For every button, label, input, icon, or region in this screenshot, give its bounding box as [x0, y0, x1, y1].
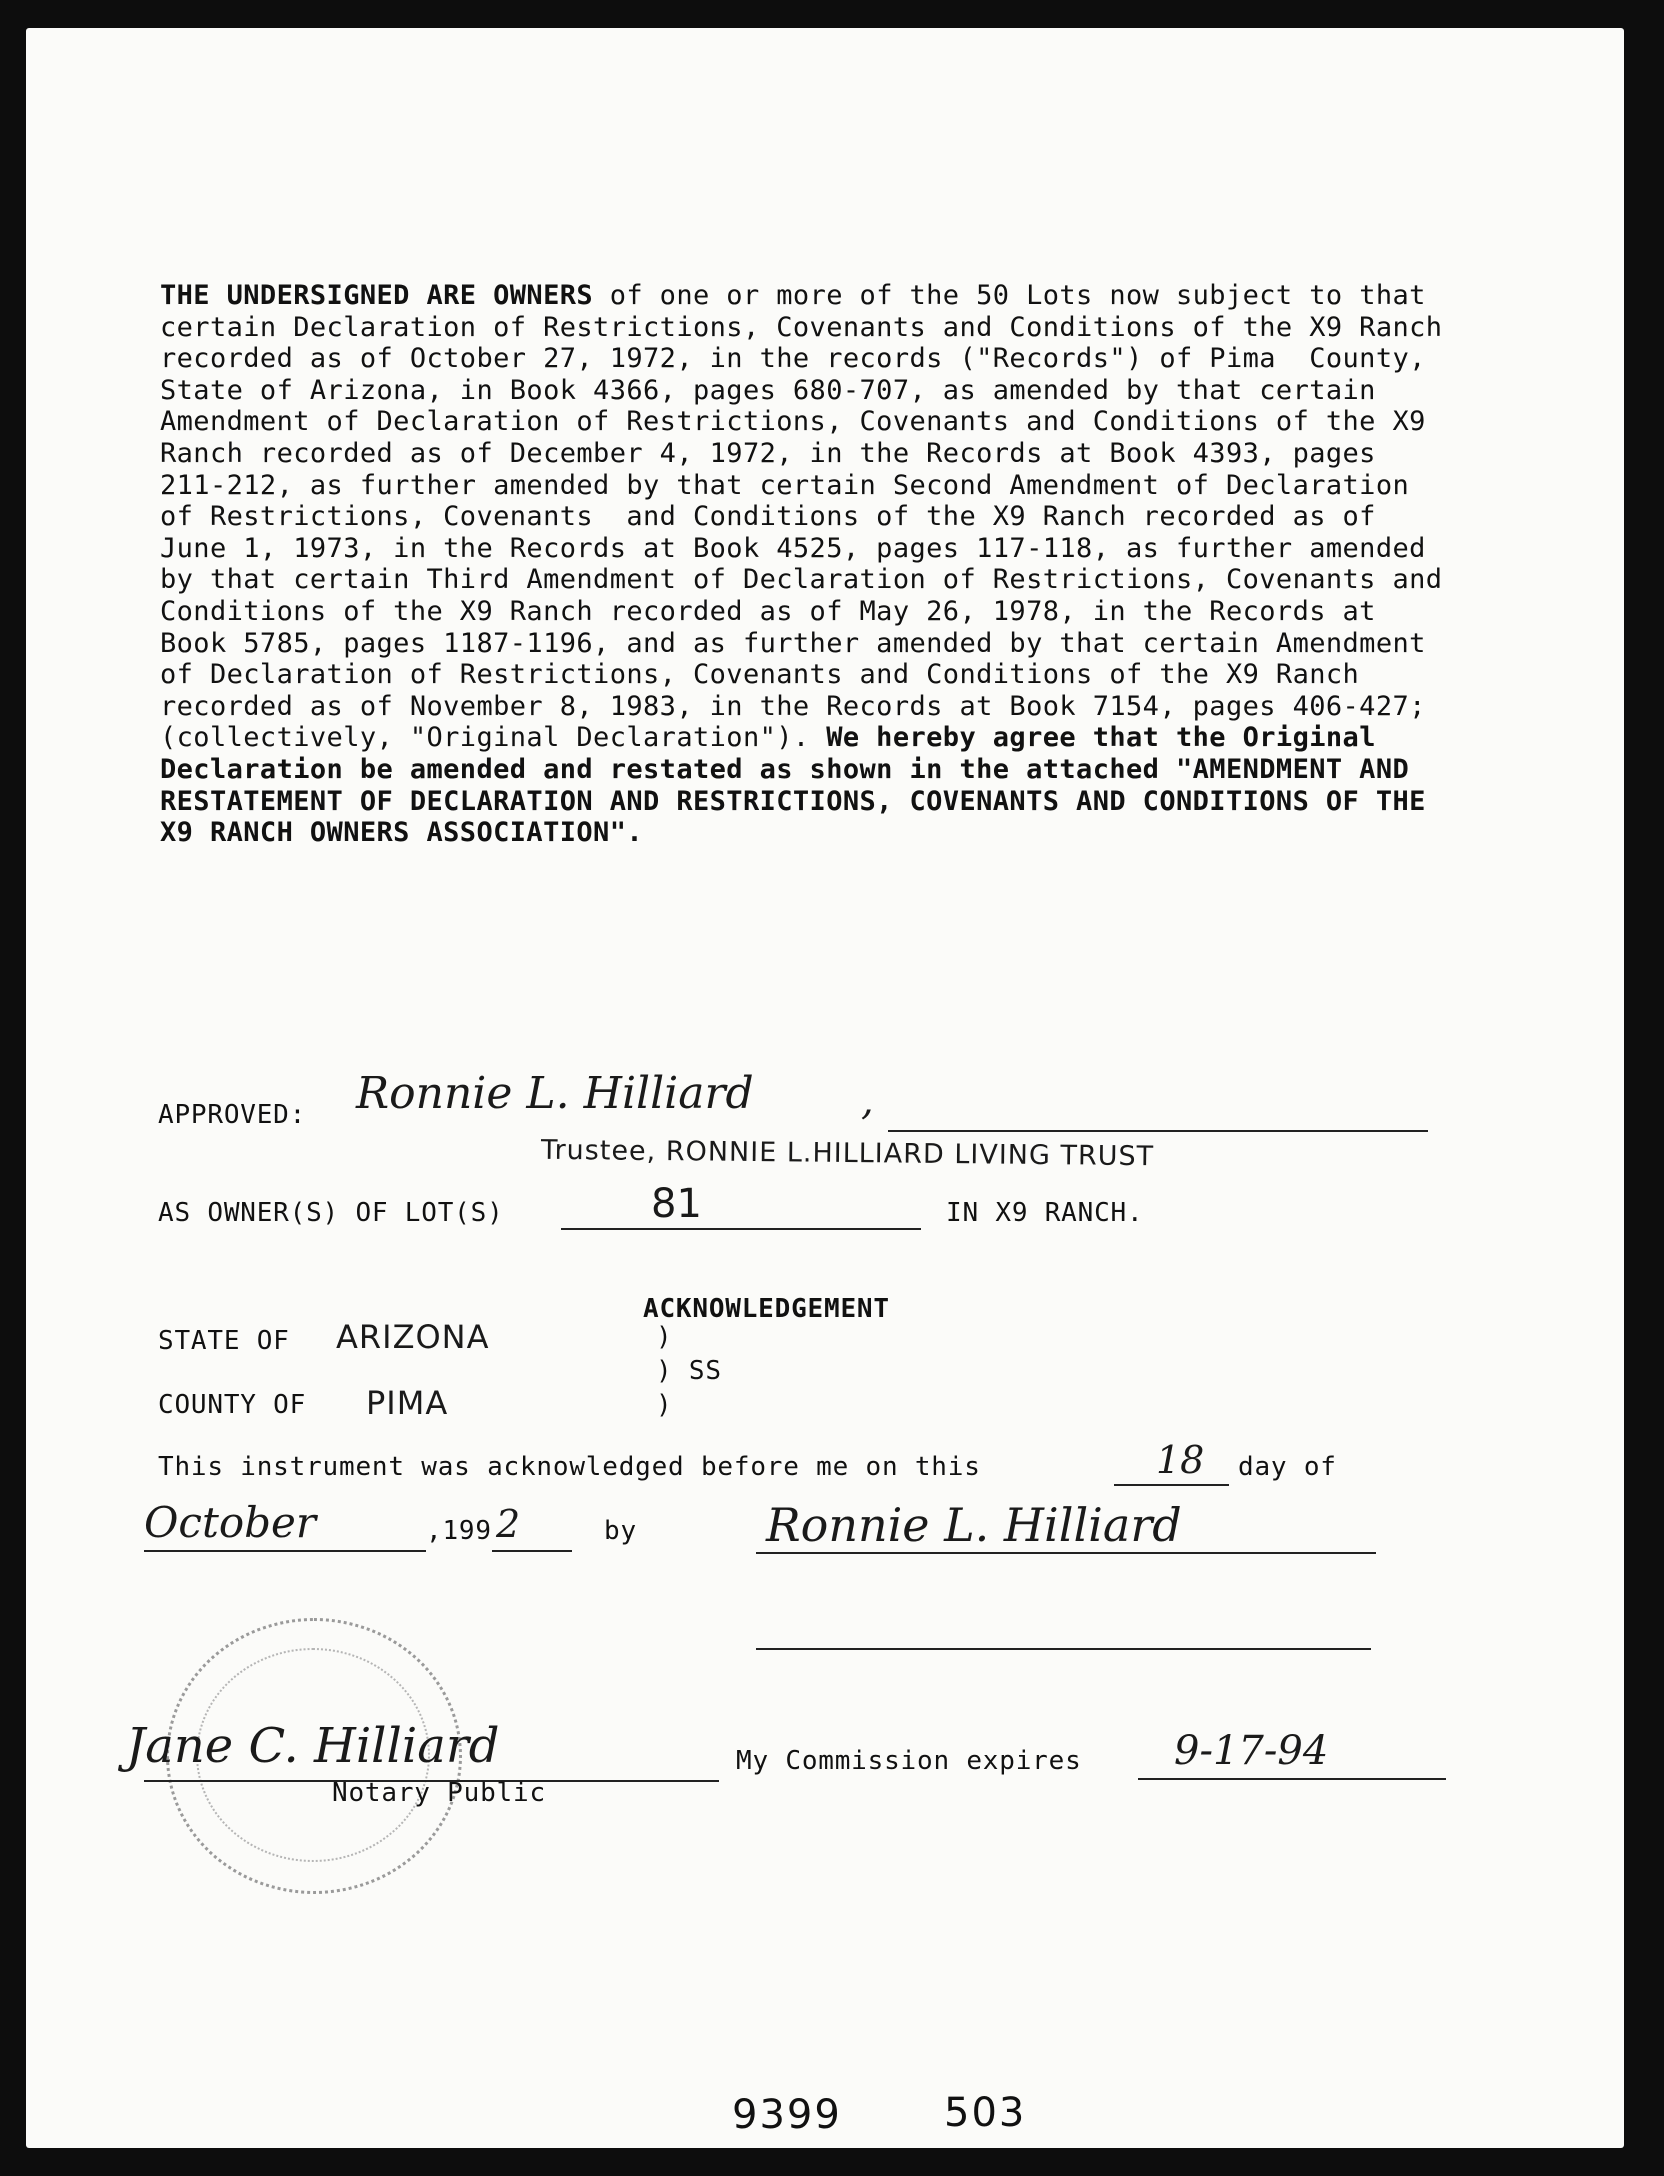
day-value: 18: [1156, 1438, 1205, 1482]
state-value: ARIZONA: [336, 1318, 490, 1356]
paren-bottom: ): [656, 1390, 673, 1420]
instrument-text: This instrument was acknowledged before me on this: [158, 1452, 981, 1482]
owner-label: AS OWNER(S) OF LOT(S): [158, 1198, 504, 1228]
lot-number: 81: [651, 1181, 702, 1227]
notary-public-label: Notary Public: [332, 1778, 546, 1808]
county-label: COUNTY OF: [158, 1390, 307, 1420]
year-prefix: ,199: [426, 1516, 492, 1546]
declaration-paragraph: [160, 280, 1460, 849]
approved-label: APPROVED:: [158, 1100, 307, 1130]
signer-title: Trustee, RONNIE L.HILLIARD LIVING TRUST: [540, 1134, 1155, 1173]
signature-comma: ,: [861, 1078, 874, 1124]
commission-line: [1138, 1778, 1446, 1780]
book-number: 9399: [732, 2092, 842, 2138]
page-number: 503: [944, 2090, 1027, 2136]
paren-top: ): [656, 1322, 673, 1352]
paragraph-bold-lead: THE UNDERSIGNED ARE OWNERS: [160, 280, 594, 311]
state-label: STATE OF: [158, 1326, 290, 1356]
commission-date: 9-17-94: [1174, 1728, 1329, 1774]
month-value: October: [144, 1498, 316, 1547]
year-line: [492, 1550, 572, 1552]
approver-signature: Ronnie L. Hilliard: [356, 1068, 754, 1119]
month-line: [144, 1550, 426, 1552]
lot-line: [561, 1228, 921, 1230]
by-label: by: [604, 1516, 637, 1546]
ranch-label: IN X9 RANCH.: [946, 1198, 1144, 1228]
acknowledged-signature-line: [756, 1552, 1376, 1554]
approval-signature-line: [888, 1130, 1428, 1132]
day-of-label: day of: [1238, 1452, 1337, 1482]
year-digit: 2: [496, 1502, 521, 1546]
acknowledged-signature: Ronnie L. Hilliard: [766, 1498, 1182, 1552]
blank-signature-line: [756, 1648, 1371, 1650]
commission-label: My Commission expires: [736, 1746, 1082, 1776]
ss-marker: ) SS: [656, 1356, 722, 1386]
county-value: PIMA: [366, 1384, 449, 1422]
day-line: [1114, 1484, 1229, 1486]
paragraph-body: of one or more of the 50 Lots now subject to that certain Declaration of Restrictions, Covenants and Conditions of the X9 Ranch recorded as of October 27, 1972, in the records ("Records") of Pima County, State of Arizona, in Book 4366, pages 680-707, as amended by that certain Amendment of Declaration of Restrictions, Covenants and Conditions of the X9 Ranch recorded as of December 4, 1972, in the Records at Book 4393, pages 211-212, as further amended by that certain Second Amendment of Declaration of Restrictions, Covenants and Conditions of the X9 Ranch recorded as of June 1, 1973, in the Records at Book 4525, pages 117-118, as further amended by that certain Third Amendment of Declaration of Restrictions, Covenants and Conditions of the X9 Ranch recorded as of May 26, 1978, in the Records at Book 5785, pages 1187-1196, and as further amended by that certain Amendment of Declaration of Restrictions, Covenants and Conditions of the X9 Ranch recorded as of November 8, 1983, in the Records at Book 7154, pages 406-427; (collectively, "Original Declaration").: [160, 280, 1460, 754]
acknowledgement-heading: ACKNOWLEDGEMENT: [643, 1294, 890, 1324]
paragraph-bold-tail: We hereby agree that the Original Declaration be amended and restated as shown in the attached "AMENDMENT AND RESTATEMENT OF DECLARATION AND RESTRICTIONS, COVENANTS AND CONDITIONS OF THE X9 RANCH OWNERS ASSOCIATION".: [160, 722, 1443, 849]
document-page: [26, 28, 1624, 2148]
notary-signature: Jane C. Hilliard: [126, 1718, 500, 1774]
